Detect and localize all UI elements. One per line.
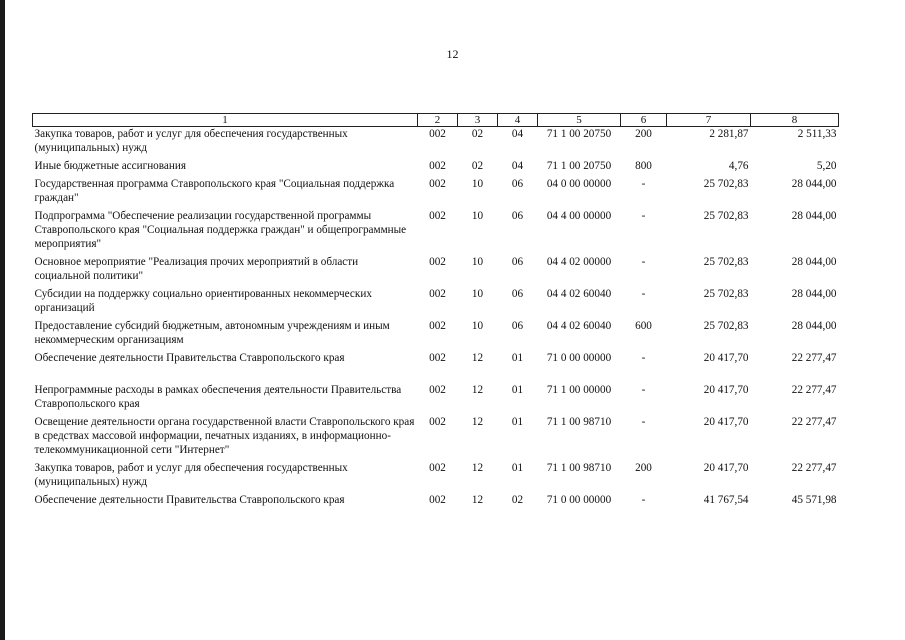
amount-col7: 20 417,70 [703, 352, 749, 364]
subsection-code: 01 [511, 416, 524, 428]
table-row [33, 287, 839, 319]
amount-col7: 25 702,83 [703, 210, 749, 222]
subsection-code: 04 [511, 160, 524, 172]
table-row [33, 127, 839, 160]
target-article-code: 04 4 02 60040 [546, 288, 612, 300]
table-row [33, 415, 839, 461]
expense-type-code: - [641, 288, 646, 300]
scan-edge [0, 0, 5, 640]
target-article-code: 04 4 02 00000 [546, 256, 612, 268]
section-code: 12 [471, 384, 484, 396]
table-row [33, 255, 839, 287]
expense-type-code: - [641, 178, 646, 190]
ministry-code: 002 [429, 210, 446, 222]
table-row [33, 493, 839, 511]
table-row [33, 319, 839, 351]
table-row [33, 209, 839, 255]
target-article-code: 71 1 00 98710 [546, 416, 612, 428]
amount-col7: 4,76 [728, 160, 749, 172]
table-row [33, 159, 839, 177]
row-name: Обеспечение деятельности Правительства Ставропольского края [34, 494, 345, 506]
ministry-code: 002 [429, 178, 446, 190]
ministry-code: 002 [429, 128, 446, 140]
subsection-code: 01 [511, 462, 524, 474]
target-article-code: 71 1 00 00000 [546, 384, 612, 396]
row-name: Непрограммные расходы в рамках обеспечения деятельности Правительства Ставропольского края [34, 384, 402, 410]
amount-col7: 25 702,83 [703, 178, 749, 190]
amount-col8: 22 277,47 [791, 352, 837, 364]
expense-type-code: - [641, 494, 646, 506]
table-row [33, 383, 839, 415]
amount-col8: 28 044,00 [791, 256, 837, 268]
amount-col8: 28 044,00 [791, 210, 837, 222]
column-header: 1 [33, 114, 418, 127]
ministry-code: 002 [429, 256, 446, 268]
column-header: 8 [751, 114, 839, 127]
table-header-row [33, 114, 839, 127]
expense-type-code: - [641, 352, 646, 364]
ministry-code: 002 [429, 160, 446, 172]
ministry-code: 002 [429, 320, 446, 332]
target-article-code: 71 1 00 98710 [546, 462, 612, 474]
ministry-code: 002 [429, 384, 446, 396]
ministry-code: 002 [429, 462, 446, 474]
section-code: 10 [471, 288, 484, 300]
row-name: Закупка товаров, работ и услуг для обеспечения государственных (муниципальных) нужд [34, 128, 348, 154]
table-row [33, 461, 839, 493]
amount-col7: 20 417,70 [703, 462, 749, 474]
amount-col8: 5,20 [816, 160, 837, 172]
row-name: Обеспечение деятельности Правительства Ставропольского края [34, 352, 345, 364]
ministry-code: 002 [429, 416, 446, 428]
amount-col7: 2 281,87 [709, 128, 749, 140]
target-article-code: 71 0 00 00000 [546, 494, 612, 506]
row-name: Основное мероприятие "Реализация прочих мероприятий в области социальной политики" [34, 256, 359, 282]
column-header: 5 [538, 114, 621, 127]
row-name: Подпрограмма "Обеспечение реализации государственной программы Ставропольского края "Социальная поддержка граждан" и общепрограммные мероприятия" [34, 210, 407, 250]
row-name: Освещение деятельности органа государственной власти Ставропольского края в средствах массовой информации, печатных изданиях, в информационно-телекоммуникационной сети "Интернет" [34, 416, 415, 456]
section-code: 12 [471, 462, 484, 474]
column-header: 7 [667, 114, 751, 127]
amount-col7: 20 417,70 [703, 384, 749, 396]
subsection-code: 04 [511, 128, 524, 140]
target-article-code: 71 1 00 20750 [546, 128, 612, 140]
row-name: Закупка товаров, работ и услуг для обеспечения государственных (муниципальных) нужд [34, 462, 348, 488]
subsection-code: 06 [511, 210, 524, 222]
subsection-code: 01 [511, 352, 524, 364]
amount-col8: 22 277,47 [791, 416, 837, 428]
ministry-code: 002 [429, 494, 446, 506]
amount-col7: 25 702,83 [703, 256, 749, 268]
column-header: 6 [621, 114, 667, 127]
expense-type-code: 200 [635, 462, 652, 474]
section-code: 10 [471, 320, 484, 332]
expense-type-code: 600 [635, 320, 652, 332]
target-article-code: 71 1 00 20750 [546, 160, 612, 172]
target-article-code: 04 0 00 00000 [546, 178, 612, 190]
expense-type-code: - [641, 384, 646, 396]
expense-type-code: 800 [635, 160, 652, 172]
amount-col8: 22 277,47 [791, 462, 837, 474]
subsection-code: 06 [511, 320, 524, 332]
amount-col7: 25 702,83 [703, 288, 749, 300]
subsection-code: 06 [511, 256, 524, 268]
expense-type-code: - [641, 256, 646, 268]
section-code: 10 [471, 256, 484, 268]
subsection-code: 01 [511, 384, 524, 396]
amount-col8: 28 044,00 [791, 320, 837, 332]
table-row [33, 351, 839, 383]
section-code: 12 [471, 352, 484, 364]
row-name: Предоставление субсидий бюджетным, автономным учреждениям и иным некоммерческим организациям [34, 320, 390, 346]
target-article-code: 04 4 02 60040 [546, 320, 612, 332]
subsection-code: 02 [511, 494, 524, 506]
amount-col8: 28 044,00 [791, 178, 837, 190]
section-code: 02 [471, 160, 484, 172]
section-code: 10 [471, 210, 484, 222]
amount-col7: 41 767,54 [703, 494, 749, 506]
column-header: 3 [458, 114, 498, 127]
amount-col7: 20 417,70 [703, 416, 749, 428]
section-code: 12 [471, 416, 484, 428]
budget-table [32, 113, 839, 511]
target-article-code: 04 4 00 00000 [546, 210, 612, 222]
row-name: Иные бюджетные ассигнования [34, 160, 186, 172]
amount-col8: 45 571,98 [791, 494, 837, 506]
row-name: Государственная программа Ставропольского края "Социальная поддержка граждан" [34, 178, 395, 204]
subsection-code: 06 [511, 288, 524, 300]
expense-type-code: - [641, 416, 646, 428]
target-article-code: 71 0 00 00000 [546, 352, 612, 364]
amount-col8: 22 277,47 [791, 384, 837, 396]
amount-col8: 2 511,33 [797, 128, 837, 140]
column-header: 4 [498, 114, 538, 127]
table-row [33, 177, 839, 209]
expense-type-code: - [641, 210, 646, 222]
amount-col8: 28 044,00 [791, 288, 837, 300]
section-code: 10 [471, 178, 484, 190]
row-name: Субсидии на поддержку социально ориентированных некоммерческих организаций [34, 288, 372, 314]
ministry-code: 002 [429, 288, 446, 300]
section-code: 02 [471, 128, 484, 140]
subsection-code: 06 [511, 178, 524, 190]
page-number: 12 [446, 47, 459, 61]
amount-col7: 25 702,83 [703, 320, 749, 332]
column-header: 2 [418, 114, 458, 127]
ministry-code: 002 [429, 352, 446, 364]
expense-type-code: 200 [635, 128, 652, 140]
section-code: 12 [471, 494, 484, 506]
